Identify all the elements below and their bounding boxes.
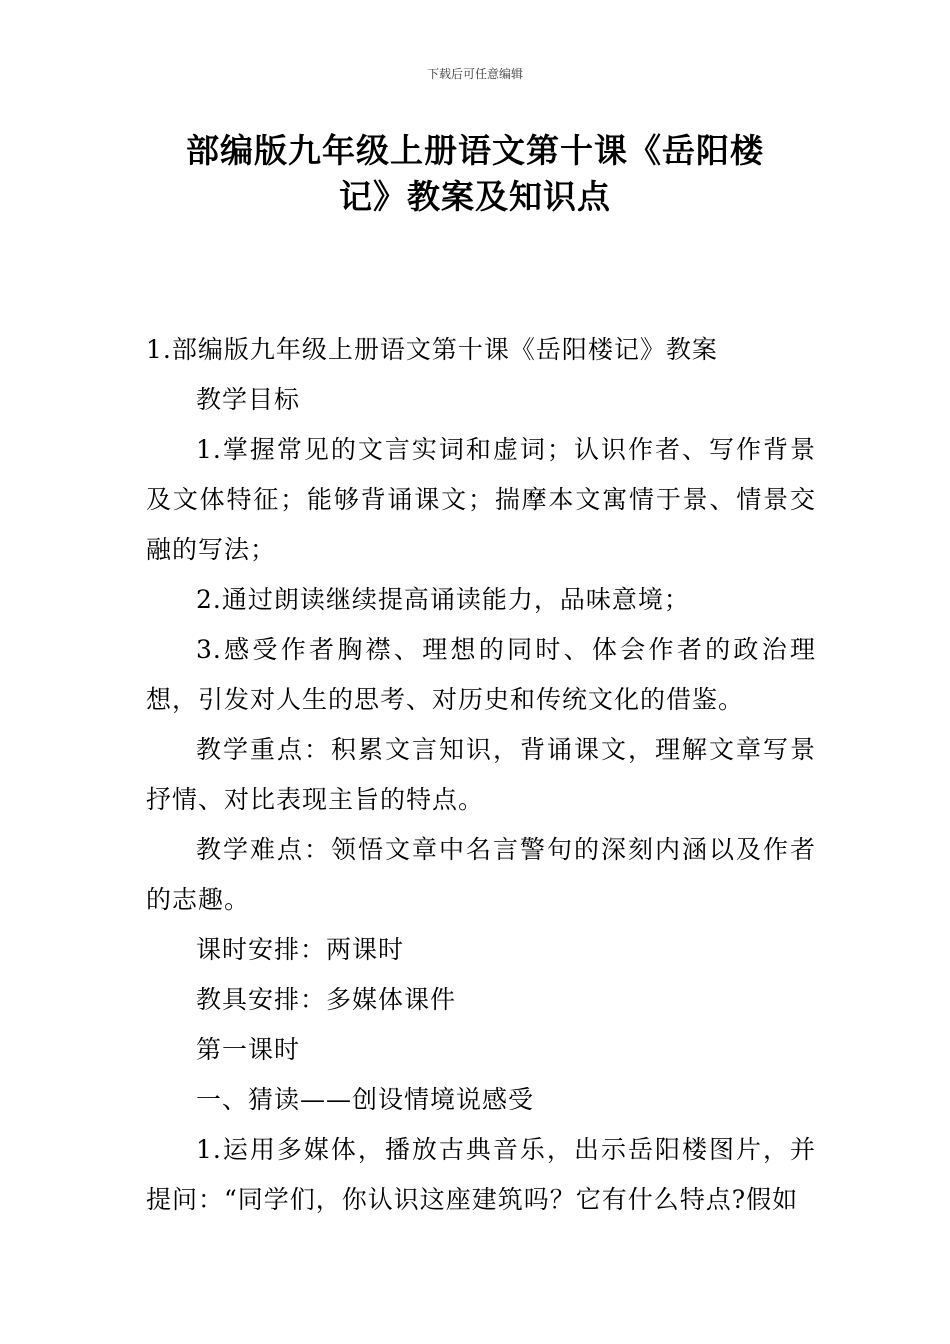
paragraph-objective-3: 3.感受作者胸襟、理想的同时、体会作者的政治理想，引发对人生的思考、对历史和传统文化的借鉴。 — [146, 635, 816, 714]
paragraph-schedule: 课时安排：两课时 — [196, 935, 405, 964]
paragraph-key-points: 教学重点：积累文言知识，背诵课文，理解文章写景抒情、对比表现主旨的特点。 — [146, 735, 816, 814]
paragraph-teaching-aids: 教具安排：多媒体课件 — [196, 985, 457, 1014]
paragraph-step-one: 一、猜读——创设情境说感受 — [196, 1085, 535, 1114]
paragraph-first-lesson: 第一课时 — [196, 1035, 301, 1064]
paragraph-objective-1: 1.掌握常见的文言实词和虚词；认识作者、写作背景及文体特征；能够背诵课文；揣摩本文寓情于景、情景交融的写法； — [146, 435, 816, 564]
title-line-2: 记》教案及知识点 — [339, 177, 611, 216]
paragraph-difficulties: 教学难点：领悟文章中名言警句的深刻内涵以及作者的志趣。 — [146, 835, 816, 914]
document-title — [150, 128, 800, 220]
paragraph-objectives-heading: 教学目标 — [196, 385, 301, 414]
title-line-1: 部编版九年级上册语文第十课《岳阳楼 — [186, 131, 764, 170]
paragraph-objective-2: 2.通过朗读继续提高诵读能力，品味意境； — [196, 585, 690, 614]
paragraph-section-heading: 1.部编版九年级上册语文第十课《岳阳楼记》教案 — [146, 335, 718, 364]
paragraph-step-one-item-1: 1.运用多媒体，播放古典音乐，出示岳阳楼图片，并提问：“同学们，你认识这座建筑吗？它有什么特点?假如 — [146, 1135, 816, 1214]
header-note: 下载后可任意编辑 — [426, 67, 523, 81]
document-body — [146, 325, 816, 1225]
